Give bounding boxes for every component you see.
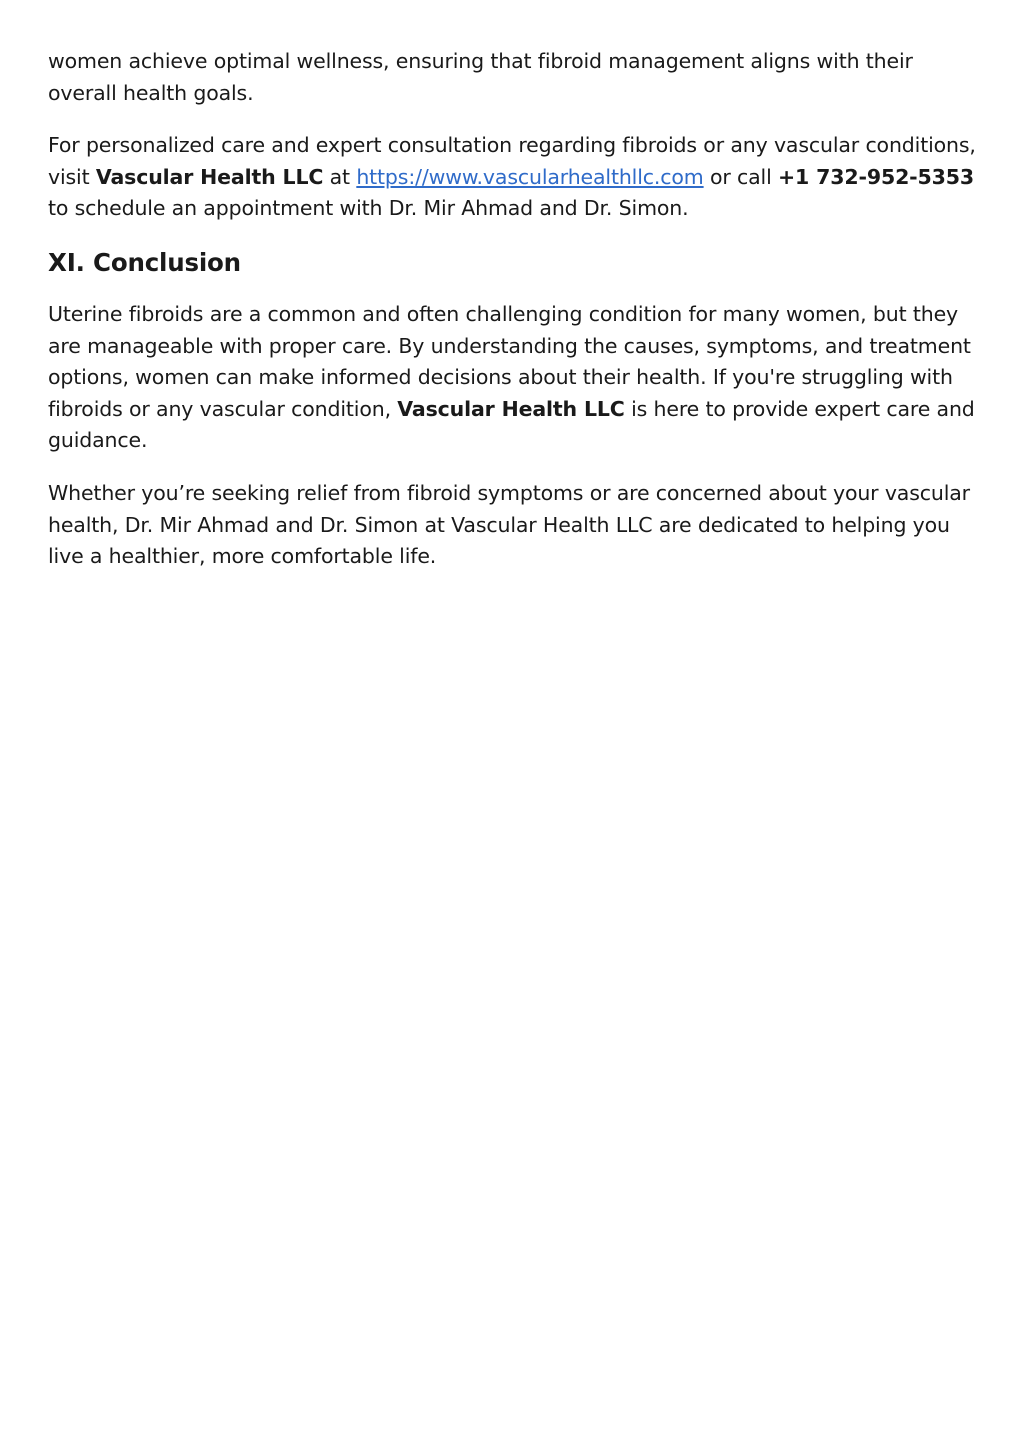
document-page [48, 46, 978, 573]
intro-text: women achieve optimal wellness, ensuring that fibroid management aligns with their overall health goals. [48, 49, 913, 105]
closing-text: Whether you’re seeking relief from fibroid symptoms or are concerned about your vascular health, Dr. Mir Ahmad and Dr. Simon at Vascular Health LLC are dedicated to helping you live a healthier, more comfortable life. [48, 480, 970, 569]
closing-paragraph [48, 478, 978, 573]
website-link[interactable]: https://www.vascularhealthllc.com [356, 164, 704, 189]
contact-text-2: at [323, 164, 357, 189]
conclusion-heading: XI. Conclusion [48, 247, 241, 277]
phone-number: +1 732-952-5353 [778, 164, 974, 189]
contact-paragraph [48, 130, 978, 225]
contact-text-3: or call [703, 164, 779, 189]
conclusion-text-2: is here to provide expert care and guidance. [48, 396, 975, 453]
intro-paragraph [48, 46, 978, 109]
company-name: Vascular Health LLC [95, 164, 324, 189]
conclusion-paragraph [48, 299, 978, 457]
company-name-2: Vascular Health LLC [397, 396, 625, 421]
contact-text-4: to schedule an appointment with Dr. Mir Ahmad and Dr. Simon. [48, 196, 689, 221]
contact-text-1: For personalized care and expert consultation regarding fibroids or any vascular conditions, visit [48, 133, 976, 189]
conclusion-text-1: Uterine fibroids are a common and often challenging condition for many women, but they are manageable with proper care. By understanding the causes, symptoms, and treatment options, women can make informed decisions about their health. If you're struggling with fibroids or any vascular condition, [48, 301, 971, 421]
